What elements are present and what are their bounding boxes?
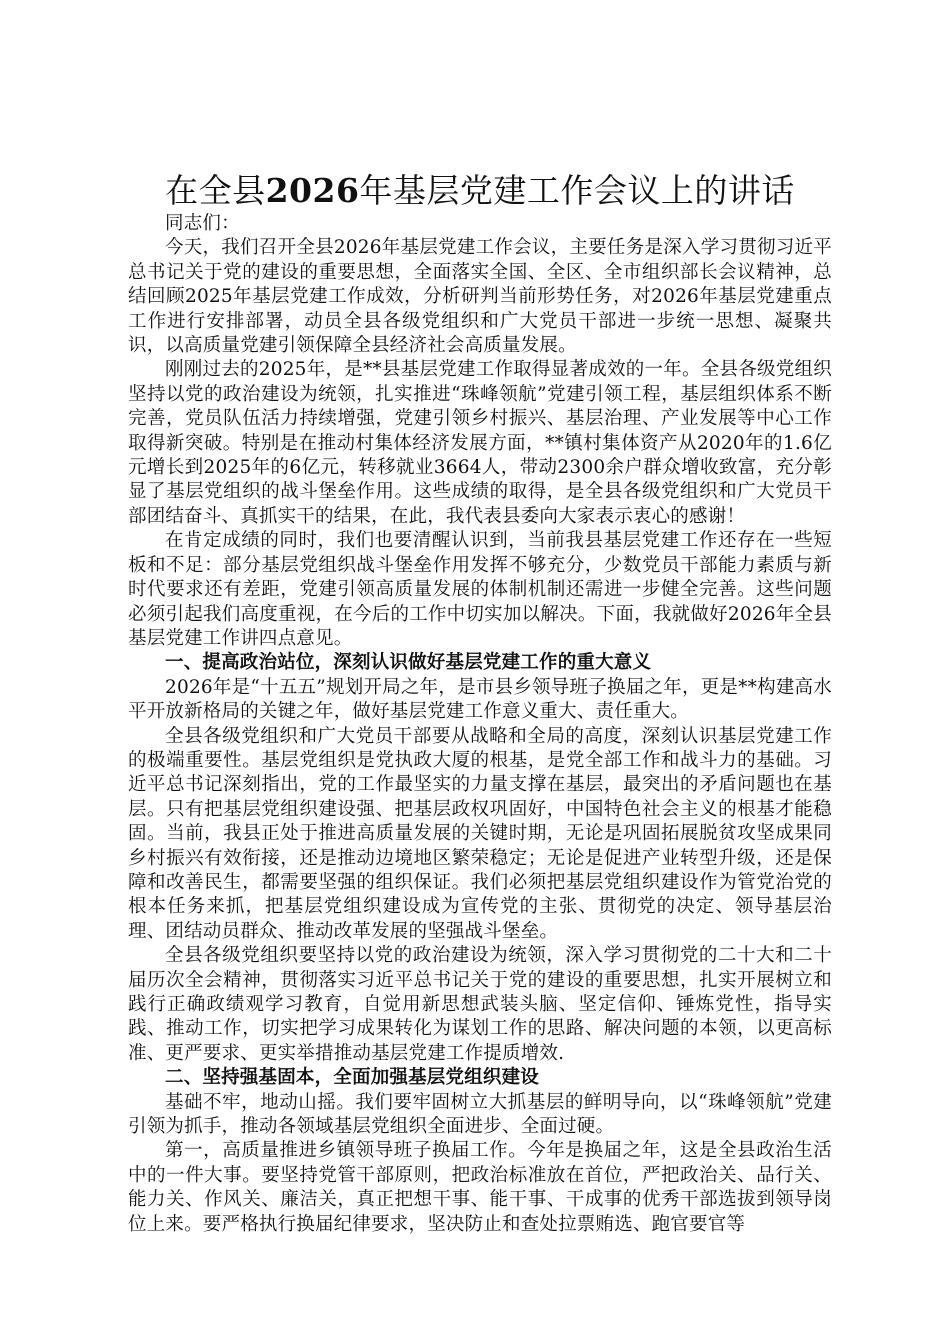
section-1-paragraph-3: 全县各级党组织要坚持以党的政治建设为统领，深入学习贯彻党的二十大和二十届历次全会精神，贯彻落实习近平总书记关于党的建设的重要思想，扎实开展树立和践行正确政绩观学习教育，自觉用新思想武装头脑、坚定信仰、锤炼党性，指导实践、推动工作，切实把学习成果转化为谋划工作的思路、解决问题的本领，以更高标准、更严要求、更实举措推动基层党建工作提质增效. bbox=[128, 945, 832, 1064]
document-body bbox=[128, 170, 832, 1237]
section-2-paragraph-1: 基础不牢，地动山摇。我们要牢固树立大抓基层的鲜明导向，以“珠峰领航”党建引领为抓手，推动各领域基层党组织全面进步、全面过硬。 bbox=[128, 1091, 832, 1138]
section-2-heading: 二、坚持强基固本，全面加强基层党组织建设 bbox=[165, 1067, 540, 1089]
section-1-heading: 一、提高政治站位，深刻认识做好基层党建工作的重大意义 bbox=[165, 652, 652, 674]
salutation: 同志们： bbox=[165, 213, 240, 234]
title-prefix: 在全县 bbox=[165, 171, 266, 210]
title-suffix: 年基层党建工作会议上的讲话 bbox=[359, 171, 795, 210]
section-1-paragraph-1: 2026年是“十五五”规划开局之年，是市县乡领导班子换届之年，更是**构建高水平开放新格局的关键之年，做好基层党建工作意义重大、责任重大。 bbox=[128, 676, 832, 723]
section-1-paragraph-2: 全县各级党组织和广大党员干部要从战略和全局的高度，深刻认识基层党建工作的极端重要性。基层党组织是党执政大厦的根基，是党全部工作和战斗力的基础。习近平总书记深刻指出，党的工作最坚实的力量支撑在基层，最突出的矛盾问题也在基层。只有把基层党组织建设强、把基层政权巩固好，中国特色社会主义的根基才能稳固。当前，我县正处于推进高质量发展的关键时期，无论是巩固拓展脱贫攻坚成果同乡村振兴有效衔接，还是推动边境地区繁荣稳定；无论是促进产业转型升级，还是保障和改善民生，都需要坚强的组织保证。我们必须把基层党组织建设作为管党治党的根本任务来抓，把基层党组织建设成为宣传党的主张、贯彻党的决定、领导基层治理、团结动员群众、推动改革发展的坚强战斗堡垒。 bbox=[128, 725, 832, 942]
intro-paragraph-3: 在肯定成绩的同时，我们也要清醒认识到，当前我县基层党建工作还存在一些短板和不足：部分基层党组织战斗堡垒作用发挥不够充分，少数党员干部能力素质与新时代要求还有差距，党建引领高质量发展的体制机制还需进一步健全完善。这些问题必须引起我们高度重视，在今后的工作中切实加以解决。下面，我就做好2026年全县基层党建工作讲四点意见。 bbox=[128, 530, 832, 649]
intro-paragraph-1: 今天，我们召开全县2026年基层党建工作会议，主要任务是深入学习贯彻习近平总书记关于党的建设的重要思想，全面落实全国、全区、全市组织部长会议精神，总结回顾2025年基层党建工作成效，分析研判当前形势任务，对2026年基层党建重点工作进行安排部署，动员全县各级党组织和广大党员干部进一步统一思想、凝聚共识，以高质量党建引领保障全县经济社会高质量发展。 bbox=[128, 237, 832, 357]
title-year: 2026 bbox=[265, 171, 360, 210]
document-title bbox=[128, 170, 832, 212]
section-2-paragraph-2: 第一，高质量推进乡镇领导班子换届工作。今年是换届之年，这是全县政治生活中的一件大事。要坚持党管干部原则，把政治标准放在首位，严把政治关、品行关、能力关、作风关、廉洁关，真正把想干事、能干事、干成事的优秀干部选拔到领导岗位上来。要严格执行换届纪律要求，坚决防止和查处拉票贿选、跑官要官等 bbox=[128, 1140, 832, 1235]
intro-paragraph-2: 刚刚过去的2025年，是**县基层党建工作取得显著成效的一年。全县各级党组织坚持以党的政治建设为统领，扎实推进“珠峰领航”党建引领工程，基层组织体系不断完善，党员队伍活力持续增强，党建引领乡村振兴、基层治理、产业发展等中心工作取得新突破。特别是在推动村集体经济发展方面，**镇村集体资产从2020年的1.6亿元增长到2025年的6亿元，转移就业3664人，带动2300余户群众增收致富，充分彰显了基层党组织的战斗堡垒作用。这些成绩的取得，是全县各级党组织和广大党员干部团结奋斗、真抓实干的结果，在此，我代表县委向大家表示衷心的感谢！ bbox=[128, 359, 832, 527]
